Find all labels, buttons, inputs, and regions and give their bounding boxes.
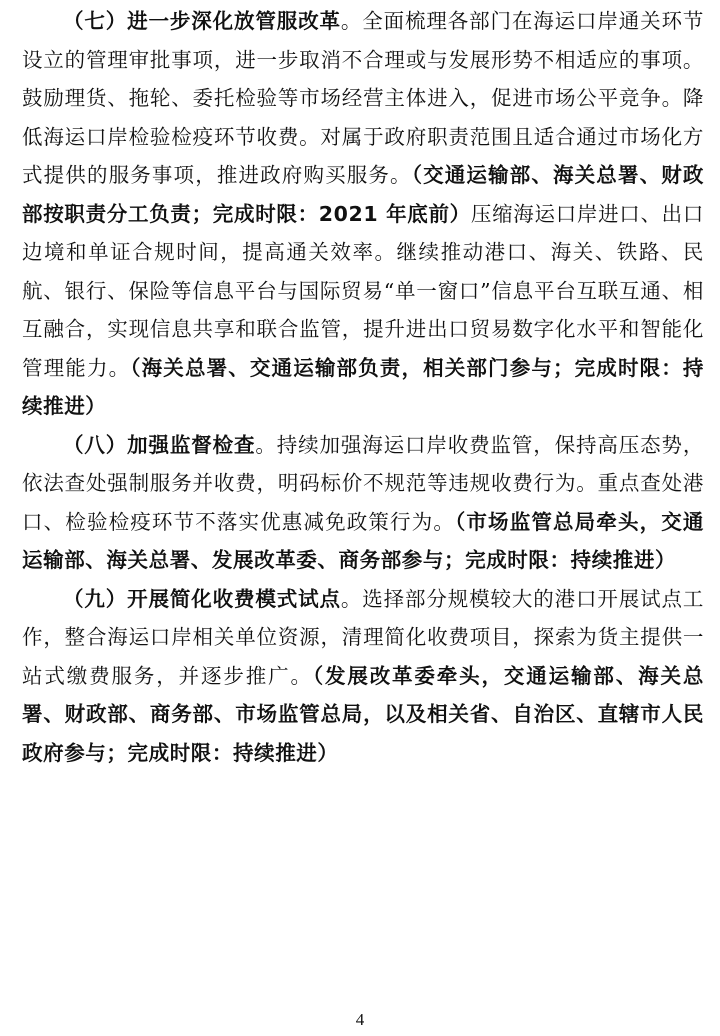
responsibility-note: （发展改革委牵头，交通运输部、海关总署、财政部、商务部、市场监管总局，以及相关省、自治区、直辖市人民政府参与；完成时限：持续推进） [22, 663, 704, 765]
responsibility-note: （交通运输部、海关总署、财政部按职责分工负责；完成时限：2021 年底前） [22, 163, 704, 226]
section-eight [22, 426, 704, 580]
page-number: 4 [355, 1010, 365, 1029]
responsibility-note: （市场监管总局牵头，交通运输部、海关总署、发展改革委、商务部参与；完成时限：持续推进） [22, 509, 704, 572]
paragraph [22, 580, 704, 773]
paragraph-text: 。持续加强海运口岸收费监管，保持高压态势，依法查处强制服务并收费，明码标价不规范等违规收费行为。重点查处港口、检验检疫环节不落实优惠减免政策行为。 [22, 432, 704, 534]
section-nine [22, 580, 704, 773]
paragraph-text: 。选择部分规模较大的港口开展试点工作，整合海运口岸相关单位资源，清理简化收费项目，探索为货主提供一站式缴费服务，并逐步推广。 [22, 586, 704, 688]
section-heading: （九）开展简化收费模式试点 [63, 586, 341, 611]
section-seven [22, 0, 704, 426]
paragraph [22, 2, 704, 426]
section-heading: （七）进一步深化放管服改革 [63, 9, 341, 33]
section-heading: （八）加强监督检查 [63, 432, 256, 457]
responsibility-note: （海关总署、交通运输部负责，相关部门参与；完成时限：持续推进） [22, 355, 704, 418]
document-page [22, 0, 704, 772]
paragraph-text: 。全面梳理各部门在海运口岸通关环节设立的管理审批事项，进一步取消不合理或与发展形势不相适应的事项。鼓励理货、拖轮、委托检验等市场经营主体进入，促进市场公平竞争。降低海运口岸检验检疫环节收费。对属于政府职责范围且适合通过市场化方式提供的服务事项，推进政府购买服务。 [22, 9, 704, 187]
paragraph [22, 426, 704, 580]
paragraph-text: 压缩海运口岸进口、出口边境和单证合规时间，提高通关效率。继续推动港口、海关、铁路、民航、银行、保险等信息平台与国际贸易“单一窗口”信息平台互联互通、相互融合，实现信息共享和联合监管，提升进出口贸易数字化水平和智能化管理能力。 [22, 201, 704, 380]
